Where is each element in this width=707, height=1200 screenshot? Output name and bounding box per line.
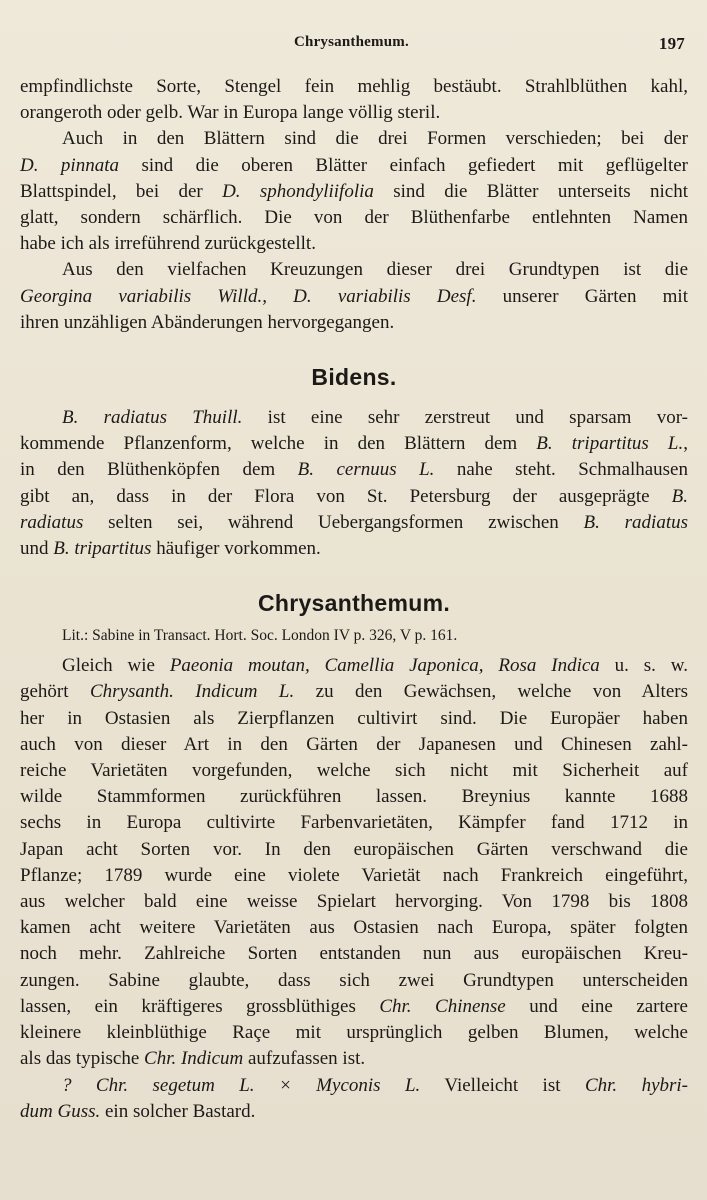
taxon-name: Chr. Indicum [144,1048,244,1070]
text-line [20,284,688,310]
paragraph-bidens [20,405,688,562]
text-line: Aus den vielfachen Kreuzungen dieser drei Grundtypen ist die [62,259,688,281]
text-segment: nahe steht. Schmalhausen [434,459,688,481]
text-line [20,536,688,562]
text-line [20,457,688,483]
text-line: Auch in den Blättern sind die drei Formen verschieden; bei der [62,128,688,150]
text-line [20,153,688,179]
text-line: kleinere kleinblüthige Raçe mit ursprünglich gelben Blumen, welche [20,1022,688,1044]
paragraph-hybrid [20,1073,688,1125]
text-segment: und [20,538,54,560]
literature-reference: Lit.: Sabine in Transact. Hort. Soc. London IV p. 326, V p. 161. [62,627,458,645]
section-heading-bidens: Bidens. [311,364,397,391]
text-line [20,510,688,536]
taxon-name: B. cernuus L. [297,459,435,481]
text-line [20,1046,688,1072]
paragraph-leaf-forms [20,126,688,257]
taxon-name: B. tripartitus [53,538,152,560]
text-line: glatt, sondern schärflich. Die von der Blüthenfarbe entlehnten Namen [20,207,688,229]
taxon-name: Chr. hybri- [584,1074,688,1096]
text-line: habe ich als irreführend zurückgestellt. [20,233,316,255]
taxon-name: Paeonia moutan, Camellia Japonica, Rosa Indica [169,655,600,677]
text-line: ihren unzähligen Abänderungen hervorgegangen. [20,311,395,333]
text-line [20,653,688,679]
text-segment: ist eine sehr zerstreut und sparsam vor- [242,407,688,429]
text-line [20,179,688,205]
text-line: empfindlichste Sorte, Stengel fein mehlig bestäubt. Strahlblüthen kahl, [20,76,688,97]
text-line: reiche Varietäten vorgefunden, welche sich nicht mit Sicherheit auf [20,760,688,782]
text-line [20,484,688,510]
text-segment: häufiger vorkommen. [151,538,321,560]
text-segment: in den Blüthenköpfen dem [20,459,298,481]
paragraph-chrysanthemum [20,653,688,1072]
text-line [20,994,688,1020]
text-segment: Gleich wie [62,655,170,677]
text-segment: kommende Pflanzenform, welche in den Blättern dem [20,433,537,455]
taxon-name: B. radiatus Thuill. [62,407,243,429]
text-segment: Blattspindel, bei der [20,180,223,202]
text-line: noch mehr. Zahlreiche Sorten entstanden nun aus europäischen Kreu- [20,943,688,965]
text-line: Pflanze; 1789 wurde eine violete Varietät nach Frankreich eingeführt, [20,864,688,886]
section-heading-chrysanthemum: Chrysanthemum. [257,590,451,617]
taxon-name: ? Chr. segetum L. × Myconis L. [62,1074,421,1096]
text-line [20,1099,688,1125]
text-segment: Vielleicht ist [420,1074,585,1096]
text-line [20,405,688,431]
text-segment: , [683,433,688,455]
text-segment: sind die oberen Blätter einfach gefiedert mit geflügelter [119,154,689,176]
text-segment: selten sei, während Uebergangsformen zwischen [83,511,584,533]
text-segment: und eine zartere [505,995,688,1017]
taxon-name: B. radiatus [583,511,689,533]
text-line: wilde Stammformen zurückführen lassen. Breynius kannte 1688 [20,786,688,808]
running-head [0,34,707,56]
text-line: aus welcher bald eine weisse Spielart hervorging. Von 1798 bis 1808 [20,891,688,913]
text-segment: gibt an, dass in der Flora von St. Petersburg der ausgeprägte [20,485,672,507]
paragraph-crossings [20,257,688,336]
text-line: kamen acht weitere Varietäten aus Ostasien nach Europa, später folgten [20,917,688,939]
running-title: Chrysanthemum. [294,34,409,50]
text-segment: unserer Gärten mit [476,285,688,307]
text-line: zungen. Sabine glaubte, dass sich zwei Grundtypen unterscheiden [20,969,688,991]
text-line: auch von dieser Art in den Gärten der Japanesen und Chinesen zahl- [20,733,688,755]
page-number: 197 [658,34,685,53]
taxon-name: B. [671,485,688,507]
text-line: orangeroth oder gelb. War in Europa lange völlig steril. [20,102,441,124]
text-segment: u. s. w. [599,655,689,677]
taxon-name: Georgina variabilis Willd., D. variabilis Desf. [20,285,477,307]
text-segment: gehört [20,681,90,703]
text-line [20,679,688,705]
taxon-name: Chr. Chinense [379,995,506,1017]
text-line: Japan acht Sorten vor. In den europäischen Gärten verschwand die [20,838,688,860]
text-segment: aufzufassen ist. [243,1048,366,1070]
text-line: her in Ostasien als Zierpflanzen cultivirt sind. Die Europäer haben [20,707,688,729]
taxon-name: D. sphondyliifolia [222,180,374,202]
body-text [20,74,688,1125]
taxon-name: radiatus [20,511,84,533]
text-line: sechs in Europa cultivirte Farbenvarietäten, Kämpfer fand 1712 in [20,812,688,834]
taxon-name: B. tripartitus L. [536,433,684,455]
text-segment: als das typische [20,1048,145,1070]
text-segment: lassen, ein kräftigeres grossblüthiges [20,995,380,1017]
taxon-name: Chrysanth. Indicum L. [89,681,295,703]
taxon-name: dum Guss. [20,1100,101,1122]
text-line [20,431,688,457]
text-segment: ein solcher Bastard. [100,1100,256,1122]
taxon-name: D. pinnata [20,154,119,176]
text-line [20,1073,688,1099]
text-segment: zu den Gewächsen, welche von Alters [294,681,688,703]
text-segment: sind die Blätter unterseits nicht [373,180,688,202]
paragraph-continuation [20,74,688,126]
